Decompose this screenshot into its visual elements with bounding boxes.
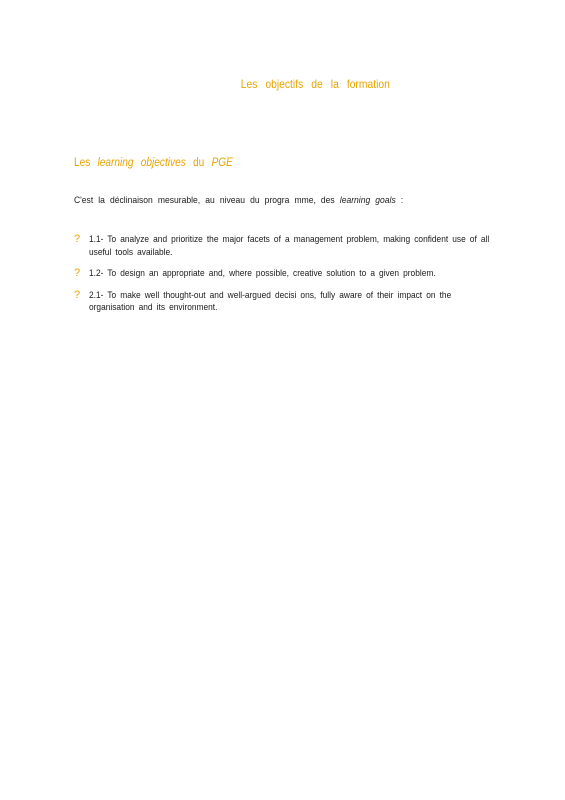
intro-learning-goals: learning goals xyxy=(339,195,396,206)
section-heading-learning-objectives: learning objectives xyxy=(97,157,186,169)
list-item xyxy=(74,268,484,281)
goal-text: 1.2- To design an appropriate and, where possible, creative solution to a given problem. xyxy=(89,268,436,279)
page-title: Les objectifs de la formation xyxy=(240,77,390,91)
bullet-icon: ? xyxy=(74,233,81,245)
intro-text: C'est la déclinaison mesurable, au niveau du progra mme, des xyxy=(74,195,340,206)
goal-text: 1.1- To analyze and prioritize the major facets of a management problem, making confident use of all useful tools available. xyxy=(89,234,490,258)
list-item xyxy=(74,233,490,259)
list-item xyxy=(74,290,484,315)
intro-paragraph xyxy=(74,195,403,206)
section-heading xyxy=(74,157,233,169)
section-heading-du: du xyxy=(185,157,212,169)
section-heading-prefix: Les xyxy=(74,157,98,169)
goal-text: 2.1- To make well thought-out and well-argued decisi ons, fully aware of their impact on the organisation and its environment. xyxy=(89,289,452,313)
bullet-icon: ? xyxy=(74,288,81,301)
bullet-icon: ? xyxy=(74,267,81,279)
intro-suffix: : xyxy=(395,195,404,206)
goal-list xyxy=(74,233,490,324)
section-heading-pge: PGE xyxy=(211,157,233,169)
